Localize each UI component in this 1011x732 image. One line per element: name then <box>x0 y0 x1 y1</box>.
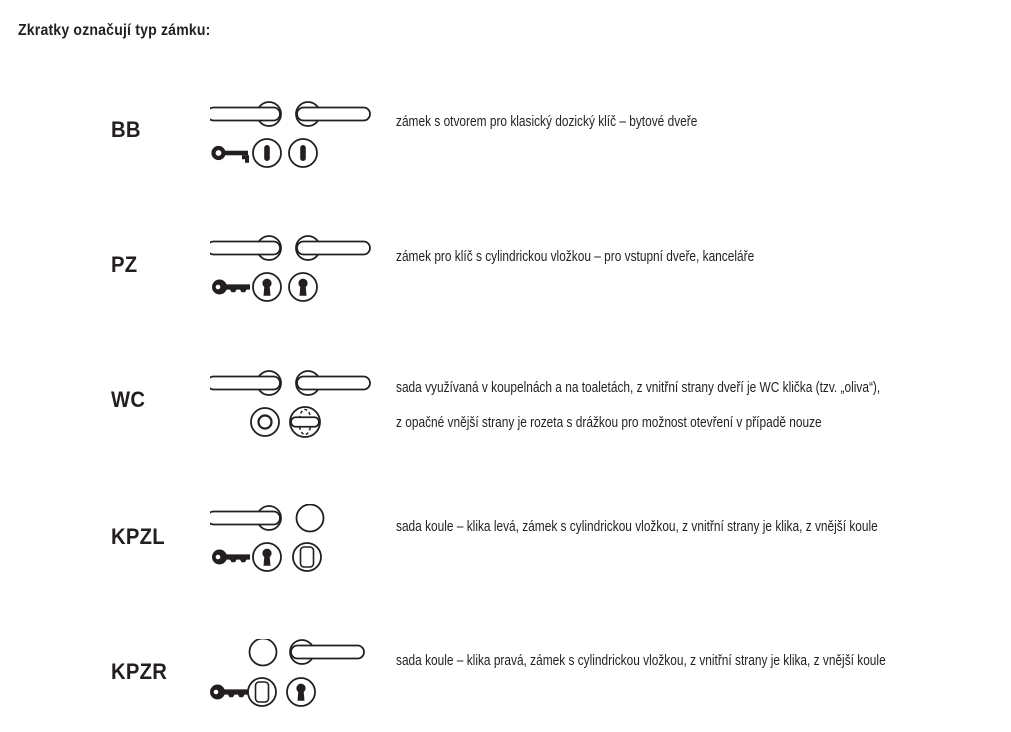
lock-iconset-bb <box>210 100 385 175</box>
knob-icon <box>297 505 324 532</box>
lock-type-desc-kpzr <box>396 644 886 679</box>
handle-left-icon <box>210 102 281 126</box>
lock-type-label-kpzr: KPZR <box>111 659 168 684</box>
handle-left-icon <box>210 236 281 260</box>
key-cylinder-icon <box>212 280 250 295</box>
lock-type-label-kpzl: KPZL <box>111 524 165 549</box>
rosette-wc-groove-icon <box>251 408 279 436</box>
lock-iconset-kpzl <box>210 504 385 579</box>
rosette-pz-keyhole-icon <box>287 678 315 706</box>
key-cylinder-icon <box>210 685 248 700</box>
handle-left-icon <box>210 506 281 530</box>
desc-line: sada využívaná v koupelnách a na toaletách, z vnitřní strany dveří je WC klička (tzv. „oliva“), <box>396 380 881 396</box>
desc-line: zámek s otvorem pro klasický dozický klíč – bytové dveře <box>396 114 698 130</box>
rosette-pz-keyhole-icon <box>289 273 317 301</box>
page-title: Zkratky označují typ zámku: <box>18 22 211 39</box>
lock-type-desc-bb <box>396 105 697 140</box>
lock-type-label-wc: WC <box>111 387 146 412</box>
knob-icon <box>250 639 277 666</box>
handle-right-icon <box>290 640 364 664</box>
lock-iconset-wc <box>210 369 385 444</box>
lock-type-label-pz: PZ <box>111 252 138 277</box>
handle-right-icon <box>296 371 370 395</box>
rosette-blank-icon <box>293 543 321 571</box>
rosette-wc-oliva-icon <box>290 407 320 437</box>
lock-type-label-bb: BB <box>111 117 141 142</box>
rosette-pz-keyhole-icon <box>253 273 281 301</box>
lock-type-desc-wc <box>396 371 880 441</box>
key-bit-icon <box>214 148 250 163</box>
rosette-bb-slot-icon <box>253 139 281 167</box>
rosette-bb-slot-icon <box>289 139 317 167</box>
desc-line: sada koule – klika pravá, zámek s cylindrickou vložkou, z vnitřní strany je klika, z vnější koule <box>396 653 886 669</box>
handle-left-icon <box>210 371 281 395</box>
lock-iconset-pz <box>210 234 385 309</box>
lock-iconset-kpzr <box>210 639 385 714</box>
handle-right-icon <box>296 102 370 126</box>
desc-line: zámek pro klíč s cylindrickou vložkou – pro vstupní dveře, kanceláře <box>396 249 755 265</box>
desc-line: sada koule – klika levá, zámek s cylindrickou vložkou, z vnitřní strany je klika, z vnější koule <box>396 519 878 535</box>
lock-type-desc-pz <box>396 240 754 275</box>
desc-line: z opačné vnější strany je rozeta s drážkou pro možnost otevření v případě nouze <box>396 415 822 431</box>
rosette-blank-icon <box>248 678 276 706</box>
rosette-pz-keyhole-icon <box>253 543 281 571</box>
key-cylinder-icon <box>212 550 250 565</box>
lock-type-desc-kpzl <box>396 510 878 545</box>
handle-right-icon <box>296 236 370 260</box>
